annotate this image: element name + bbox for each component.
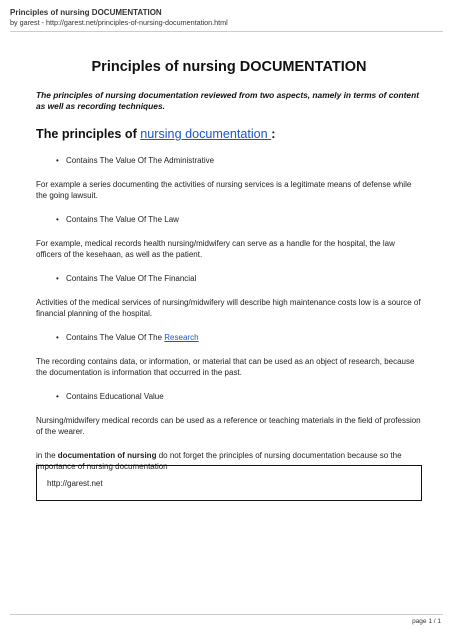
bullet-icon: •	[56, 333, 59, 342]
nursing-documentation-link[interactable]: nursing documentation	[140, 127, 272, 141]
section-heading	[36, 126, 422, 142]
list-item	[56, 391, 422, 402]
bullet-icon: •	[56, 392, 59, 401]
closing-prefix: in the	[36, 451, 58, 460]
footer-divider	[10, 614, 443, 615]
bullet-icon: •	[56, 156, 59, 165]
bullet-text: Contains The Value Of The Law	[66, 215, 179, 224]
paragraph: Nursing/midwifery medical records can be used as a reference or teaching materials in the field of profession of the wearer.	[36, 416, 421, 436]
bullet-text-prefix: Contains The Value Of The	[66, 333, 165, 342]
bullet-icon: •	[56, 215, 59, 224]
bullet-icon: •	[56, 274, 59, 283]
closing-suffix: do not forget the principles of nursing documentation because so the importance of nursing documentation	[36, 451, 402, 471]
list-item	[56, 155, 422, 166]
list-item	[56, 332, 422, 343]
header-title: Principles of nursing DOCUMENTATION	[10, 8, 162, 17]
bullet-text: Contains Educational Value	[66, 392, 164, 401]
header-divider	[10, 31, 443, 32]
research-link[interactable]: Research	[164, 333, 199, 342]
bullet-text: Contains The Value Of The Financial	[66, 274, 197, 283]
list-item	[56, 273, 422, 284]
source-box	[36, 465, 422, 501]
source-url: http://garest.net	[47, 479, 103, 488]
closing-bold: documentation of nursing	[57, 451, 157, 460]
paragraph: For example, medical records health nursing/midwifery can serve as a handle for the hospital, the law officers of the kesehaan, as well as the patient.	[36, 239, 395, 259]
page-header	[10, 8, 443, 27]
article-intro: The principles of nursing documentation reviewed from two aspects, namely in terms of content as well as recording techniques.	[36, 90, 419, 111]
paragraph: For example a series documenting the activities of nursing services is a legitimate means of defense while the going lawsuit.	[36, 180, 412, 200]
bullet-text: Contains The Value Of The Administrative	[66, 156, 215, 165]
page-number: page 1 / 1	[412, 618, 441, 625]
paragraph: The recording contains data, or information, or material that can be used as an object of research, because the documentation is information that occurred in the past.	[36, 357, 415, 377]
section-heading-suffix: :	[271, 127, 276, 141]
section-heading-prefix: The principles of	[36, 127, 141, 141]
header-byline: by garest - http://garest.net/principles-of-nursing-documentation.html	[10, 18, 228, 27]
article-content	[36, 58, 422, 472]
paragraph: Activities of the medical services of nursing/midwifery will describe high maintenance costs low is a source of financial planning of the hospital.	[36, 298, 421, 318]
bullet-text	[66, 332, 199, 343]
list-item	[56, 214, 422, 225]
article-title: Principles of nursing DOCUMENTATION	[91, 59, 367, 75]
